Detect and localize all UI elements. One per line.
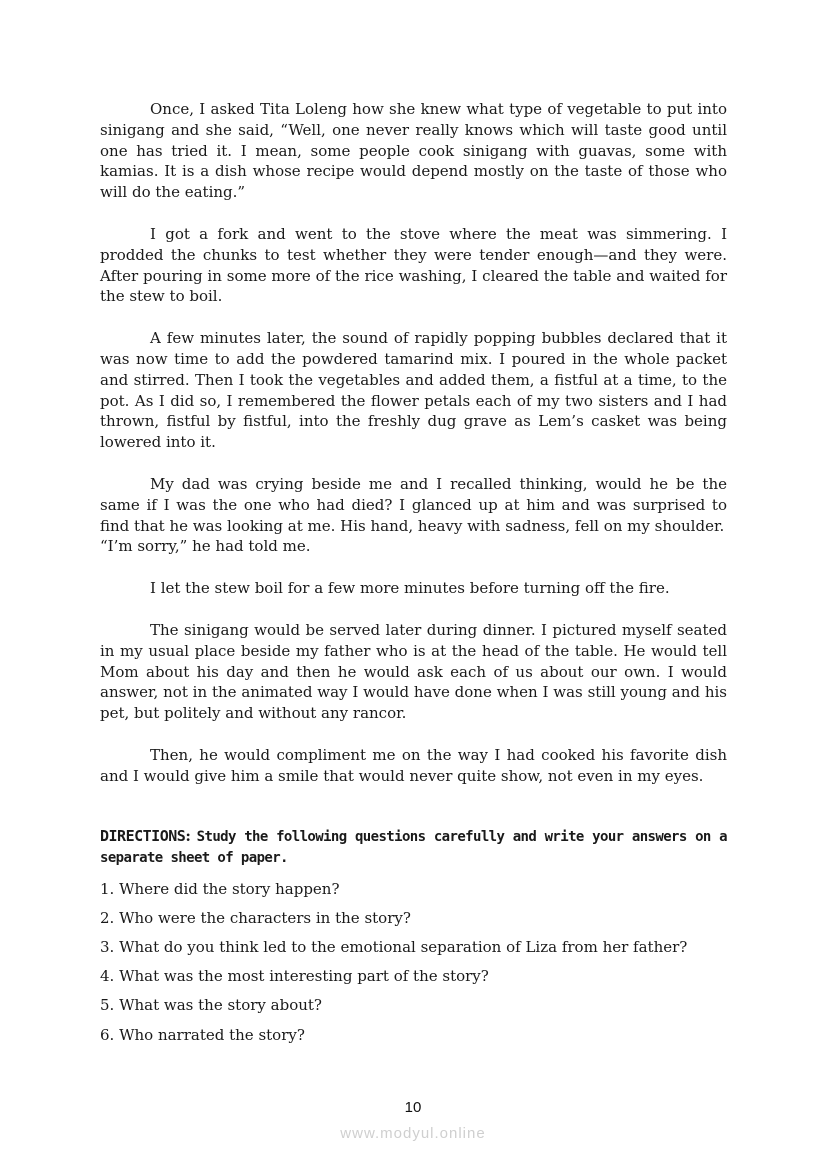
directions-block xyxy=(100,826,727,870)
question-list xyxy=(100,879,727,1045)
story-paragraph-5: I let the stew boil for a few more minutes before turning off the fire. xyxy=(150,579,670,598)
question-item: 2. Who were the characters in the story? xyxy=(100,909,411,928)
watermark: www.modyul.online xyxy=(340,1125,486,1142)
story-page xyxy=(100,99,727,1054)
story-paragraph-2: I got a fork and went to the stove where the meat was simmering. I prodded the chunks to test whether they were tender enough—and they were. After pouring in some more of the rice washing, I cleared the table and waited for the stew to boil. xyxy=(100,224,727,306)
directions-label: DIRECTIONS xyxy=(100,826,186,845)
question-item: 4. What was the most interesting part of the story? xyxy=(100,967,489,986)
question-item: 1. Where did the story happen? xyxy=(100,880,340,899)
question-item: 6. Who narrated the story? xyxy=(100,1025,305,1044)
page-number: 10 xyxy=(404,1099,422,1116)
story-paragraph-1: Once, I asked Tita Loleng how she knew what type of vegetable to put into sinigang and she said, “Well, one never really knows which will taste good until one has tried it. I mean, some people cook sinigang with guavas, some with kamias. It is a dish whose recipe would depend mostly on the taste of those who will do the eating.” xyxy=(100,100,727,202)
directions-text: Study the following questions carefully and write your answers on a separate sheet of paper. xyxy=(100,828,727,867)
story-paragraph-4-text: My dad was crying beside me and I recalled thinking, would he be the same if I was the one who had died? I glanced up at him and was surprised to find that he was looking at me. His hand, heavy with sadness, fell on my shoulder. xyxy=(100,474,727,535)
quote-line: “I’m sorry,” he had told me. xyxy=(100,537,311,556)
story-paragraph-3: A few minutes later, the sound of rapidly popping bubbles declared that it was now time to add the powdered tamarind mix. I poured in the whole packet and stirred. Then I took the vegetables and added them, a fistful at a time, to the pot. As I did so, I remembered the flower petals each of my two sisters and I had thrown, fistful by fistful, into the freshly dug grave as Lem’s casket was being lowered into it. xyxy=(100,329,727,452)
directions-separator: : xyxy=(185,826,197,845)
question-item: 5. What was the story about? xyxy=(100,996,322,1015)
story-paragraph-4 xyxy=(100,474,727,557)
question-item: 3. What do you think led to the emotional separation of Liza from her father? xyxy=(100,938,688,957)
story-paragraph-7: Then, he would compliment me on the way I had cooked his favorite dish and I would give him a smile that would never quite show, not even in my eyes. xyxy=(100,745,727,785)
story-paragraph-6: The sinigang would be served later during dinner. I pictured myself seated in my usual place beside my father who is at the head of the table. He would tell Mom about his day and then he would ask each of us about our own. I would answer, not in the animated way I would have done when I was still young and his pet, but politely and without any rancor. xyxy=(100,620,727,723)
